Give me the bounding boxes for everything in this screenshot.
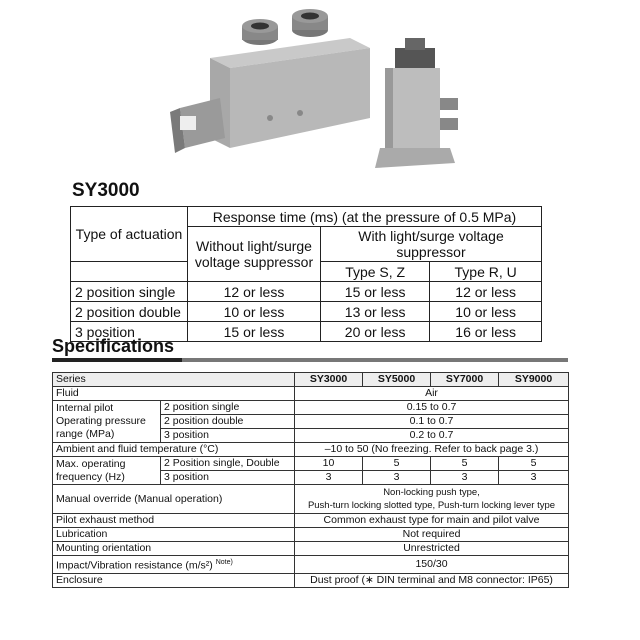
note-marker: Note) (215, 559, 233, 566)
specifications-table (52, 372, 569, 588)
series-label: Series (53, 373, 295, 387)
response-time-table (70, 206, 542, 342)
table-row: Max. operating frequency (Hz) 2 Position single, Double 10 5 5 5 (53, 457, 569, 471)
model-header: SY3000 (295, 373, 363, 387)
series-row (53, 373, 569, 387)
type-sz-header: Type S, Z (321, 262, 430, 282)
divider-accent (52, 358, 182, 362)
small-valve-image (375, 38, 458, 168)
table-row: 2 position double 10 or less 13 or less 10 or less (71, 302, 542, 322)
table-row: 3 position 15 or less 20 or less 16 or less (71, 322, 542, 342)
table-row: 2 position double 0.1 to 0.7 (53, 415, 569, 429)
table-row: 3 position 0.2 to 0.7 (53, 429, 569, 443)
table-row: Enclosure Dust proof (∗ DIN terminal and M8 connector: IP65) (53, 573, 569, 587)
specifications-title: Specifications (52, 336, 175, 356)
type-ru-header: Type R, U (430, 262, 542, 282)
type-of-actuation-header: Type of actuation (71, 207, 188, 262)
table-row: Mounting orientation Unrestricted (53, 542, 569, 556)
table-row: Internal pilot Operating pressure range (MPa) 2 position single 0.15 to 0.7 (53, 401, 569, 415)
model-header: SY5000 (363, 373, 431, 387)
product-title: SY3000 (72, 180, 140, 201)
manual-value-line: Non-locking push type, (383, 487, 480, 498)
product-photo (150, 8, 470, 178)
table-row: Pilot exhaust method Common exhaust type for main and pilot valve (53, 514, 569, 528)
table-row: 3 position 3 3 3 3 (53, 471, 569, 485)
table-row: 2 position single 12 or less 15 or less 12 or less (71, 282, 542, 302)
model-header: SY7000 (431, 373, 499, 387)
manual-value-line: Push-turn locking slotted type, Push-turn locking lever type (307, 500, 556, 511)
with-suppressor-header: With light/surge voltage suppressor (321, 227, 542, 262)
response-time-header: Response time (ms) (at the pressure of 0.5 MPa) (188, 207, 542, 227)
large-valve-image (170, 9, 370, 153)
table-row: Ambient and fluid temperature (°C) –10 to 50 (No freezing. Refer to back page 3.) (53, 443, 569, 457)
table-row: Manual override (Manual operation) Non-locking push type, Push-turn locking slotted type, Push-turn locking lever type (53, 485, 569, 514)
without-suppressor-header: Without light/surge voltage suppressor (188, 227, 321, 282)
table-row: Lubrication Not required (53, 528, 569, 542)
model-header: SY9000 (499, 373, 569, 387)
table-row: Fluid Air (53, 387, 569, 401)
table-row: Impact/Vibration resistance (m/s²) $^{Note)}$ 150/30 (53, 556, 569, 574)
